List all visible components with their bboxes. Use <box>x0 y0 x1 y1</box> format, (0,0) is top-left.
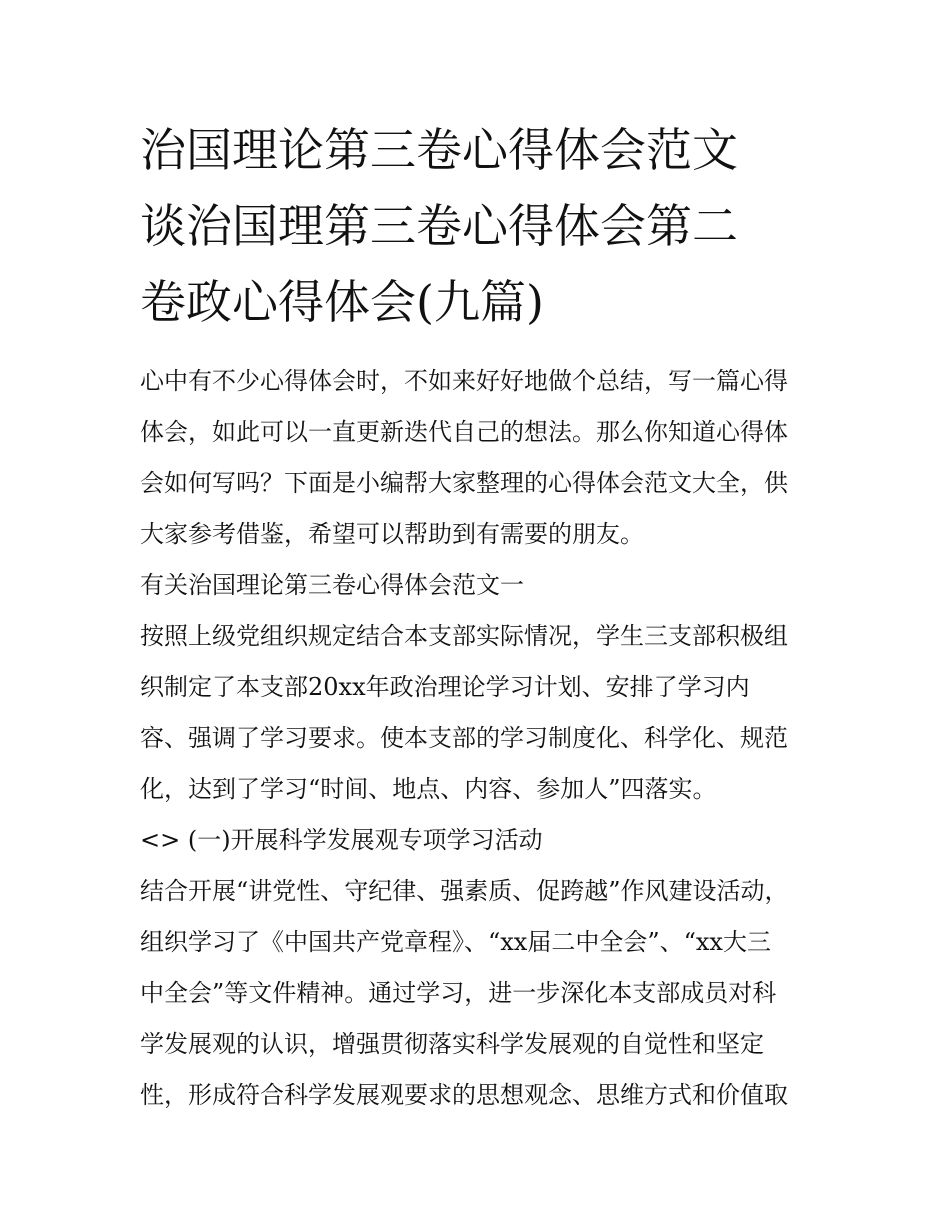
text-line: <> (一)开展科学发展观专项学习活动 <box>140 826 543 854</box>
paragraph-study-plan <box>140 611 830 815</box>
document-body <box>140 356 830 1121</box>
text-line: 有关治国理论第三卷心得体会范文一 <box>140 571 524 599</box>
title-line: 谈治国理第三卷心得体会第二 <box>140 199 738 253</box>
intro-paragraph <box>140 356 830 560</box>
text-line: 中全会”等文件精神。通过学习，进一步深化本支部成员对科 <box>140 979 777 1007</box>
text-line: 会如何写吗？下面是小编帮大家整理的心得体会范文大全，供 <box>140 469 788 497</box>
text-line: 化，达到了学习“时间、地点、内容、参加人”四落实。 <box>140 775 717 803</box>
text-line: 织制定了本支部20xx年政治理论学习计划、安排了学习内 <box>140 673 750 701</box>
title-line: 卷政心得体会(九篇) <box>140 275 544 329</box>
text-line: 体会，如此可以一直更新迭代自己的想法。那么你知道心得体 <box>140 418 788 446</box>
text-line: 结合开展“讲党性、守纪律、强素质、促跨越”作风建设活动， <box>140 877 789 905</box>
section-heading-one <box>140 560 830 611</box>
text-line: 大家参考借鉴，希望可以帮助到有需要的朋友。 <box>140 520 644 548</box>
text-line: 容、强调了学习要求。使本支部的学习制度化、科学化、规范 <box>140 724 788 752</box>
paragraph-activity <box>140 866 830 1121</box>
subheading-activity <box>140 815 830 866</box>
text-line: 组织学习了《中国共产党章程》、“xx届二中全会”、“xx大三 <box>140 928 771 956</box>
text-line: 学发展观的认识，增强贯彻落实科学发展观的自觉性和坚定 <box>140 1030 764 1058</box>
text-line: 心中有不少心得体会时，不如来好好地做个总结，写一篇心得 <box>140 367 788 395</box>
title-line: 治国理论第三卷心得体会范文 <box>140 123 738 177</box>
text-line: 按照上级党组织规定结合本支部实际情况，学生三支部积极组 <box>140 622 788 650</box>
text-line: 性，形成符合科学发展观要求的思想观念、思维方式和价值取 <box>140 1081 788 1109</box>
document-title <box>140 112 820 340</box>
